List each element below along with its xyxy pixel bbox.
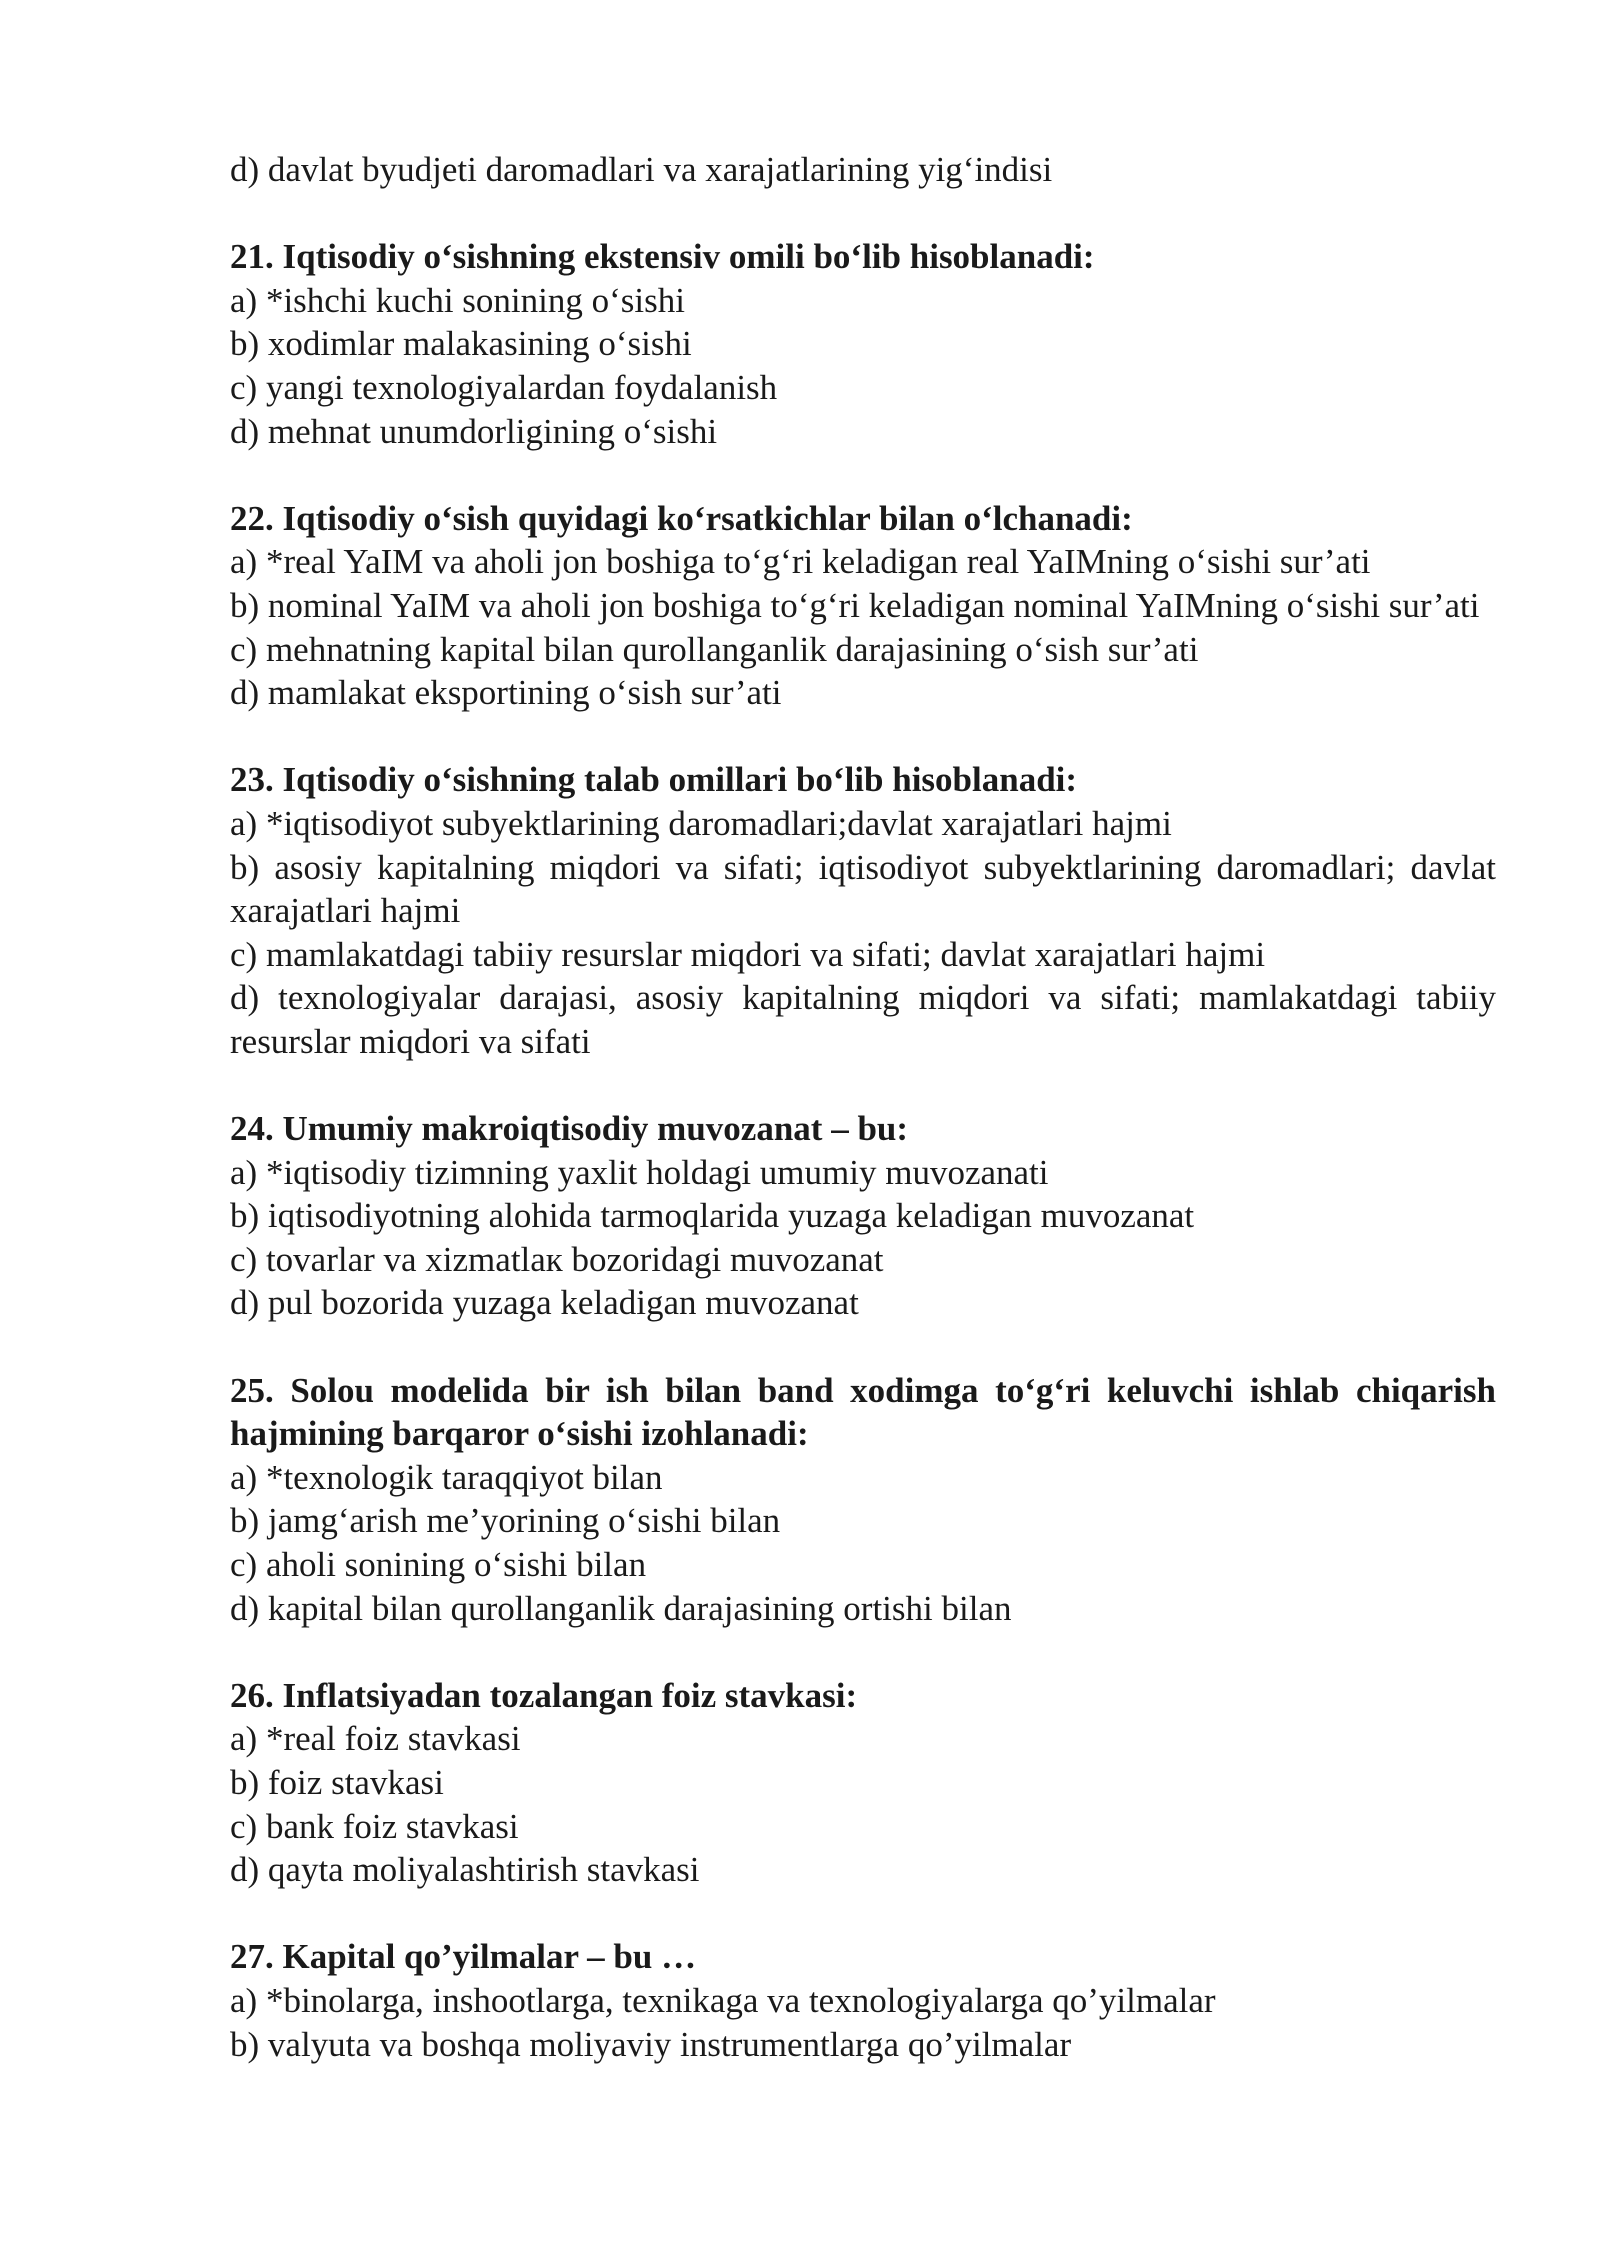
document-page xyxy=(230,148,1496,2066)
answer-option: c) aholi sonining o‘sishi bilan xyxy=(230,1545,647,1584)
question-block xyxy=(230,1935,1496,2066)
question-title: 21. Iqtisodiy o‘sishning ekstensiv omili bo‘lib hisoblanadi: xyxy=(230,237,1095,277)
answer-option: d) kapital bilan qurollanganlik darajasining ortishi bilan xyxy=(230,1588,1012,1628)
question-title: 23. Iqtisodiy o‘sishning talab omillari bo‘lib hisoblanadi: xyxy=(230,760,1078,800)
question-block xyxy=(230,1369,1496,1631)
question-list xyxy=(230,235,1496,2066)
answer-option: b) asosiy kapitalning miqdori va sifati; iqtisodiyot subyektlarining daromadlari; davlat xarajatlari hajmi xyxy=(230,847,1496,931)
answer-option: d) pul bozorida yuzaga keladigan muvozanat xyxy=(230,1283,859,1323)
answer-option: d) mamlakat eksportining o‘sish sur’ati xyxy=(230,673,782,713)
question-title: 27. Kapital qo’yilmalar – bu … xyxy=(230,1937,697,1977)
answer-option: d) texnologiyalar darajasi, asosiy kapitalning miqdori va sifati; mamlakatdagi tabiiy resurslar miqdori va sifati xyxy=(230,978,1496,1061)
answer-option: d) qayta moliyalashtirish stavkasi xyxy=(230,1850,700,1890)
answer-option: c) tovarlar va xizmatlaк bozoridagi muvozanat xyxy=(230,1239,884,1279)
answer-option: d) mehnat unumdorligining o‘sishi xyxy=(230,411,718,451)
answer-option: b) nominal YaIM va aholi jon boshiga to‘g‘ri keladigan nominal YaIMning o‘sishi sur’ati xyxy=(230,585,1480,625)
answer-option: a) *iqtisodiy tizimning yaxlit holdagi umumiy muvozanati xyxy=(230,1152,1049,1192)
answer-option: a) *binolarga, inshootlarga, texnikaga va texnologiyalarga qo’yilmalar xyxy=(230,1980,1216,2020)
answer-option: a) *texnologik taraqqiyot bilan xyxy=(230,1457,663,1497)
answer-option: b) jamg‘arish me’yorining o‘sishi bilan xyxy=(230,1501,781,1541)
answer-option: a) *iqtisodiyot subyektlarining daromadlari;davlat xarajatlari hajmi xyxy=(230,803,1172,843)
question-block xyxy=(230,497,1496,715)
question-block xyxy=(230,1674,1496,1892)
answer-option: c) mamlakatdagi tabiiy resurslar miqdori va sifati; davlat xarajatlari hajmi xyxy=(230,934,1266,974)
question-title: 25. Solou modelida bir ish bilan band xodimga to‘g‘ri keluvchi ishlab chiqarish hajmining barqaror o‘sishi izohlanadi: xyxy=(230,1370,1496,1454)
answer-option: b) xodimlar malakasining o‘sishi xyxy=(230,324,692,364)
answer-option: c) mehnatning kapital bilan qurollanganlik darajasining o‘sish sur’ati xyxy=(230,629,1199,669)
answer-option: a) *real YaIM va aholi jon boshiga to‘g‘ri keladigan real YaIMning o‘sishi sur’ati xyxy=(230,542,1371,582)
answer-option: a) *real foiz stavkasi xyxy=(230,1719,521,1759)
question-title: 22. Iqtisodiy o‘sish quyidagi ko‘rsatkichlar bilan o‘lchanadi: xyxy=(230,498,1133,538)
question-block xyxy=(230,235,1496,453)
question-block xyxy=(230,1107,1496,1325)
answer-option: c) bank foiz stavkasi xyxy=(230,1806,519,1846)
lead-option-line: d) davlat byudjeti daromadlari va xarajatlarining yig‘indisi xyxy=(230,150,1053,189)
answer-option: b) iqtisodiyotning alohida tarmoqlarida yuzaga keladigan muvozanat xyxy=(230,1196,1195,1236)
question-title: 24. Umumiy makroiqtisodiy muvozanat – bu: xyxy=(230,1109,909,1149)
answer-option: a) *ishchi kuchi sonining o‘sishi xyxy=(230,280,685,320)
answer-option: c) yangi texnologiyalardan foydalanish xyxy=(230,367,778,407)
question-title: 26. Inflatsiyadan tozalangan foiz stavkasi: xyxy=(230,1675,858,1715)
answer-option: b) foiz stavkasi xyxy=(230,1762,444,1802)
answer-option: b) valyuta va boshqa moliyaviy instrumentlarga qo’yilmalar xyxy=(230,2024,1072,2064)
question-block xyxy=(230,758,1496,1063)
